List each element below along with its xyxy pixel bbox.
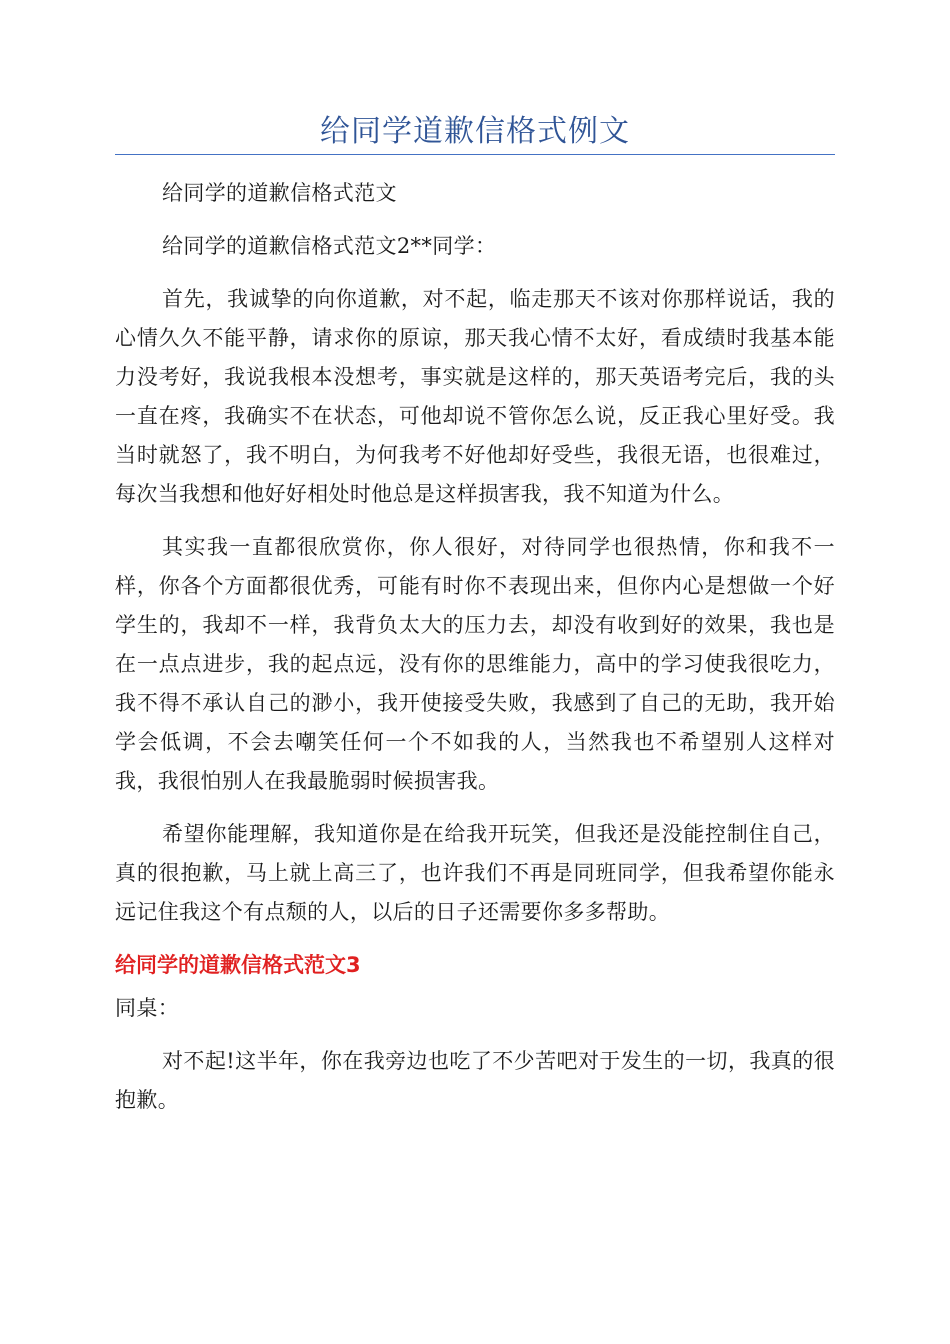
document-title: 给同学道歉信格式例文 [320,114,630,149]
paragraph-5: 希望你能理解，我知道你是在给我开玩笑，但我还是没能控制住自己，真的很抱歉，马上就上高三了，也许我们不再是同班同学，但我希望你能永远记住我这个有点颓的人，以后的日子还需要你多多帮助。 [115,822,835,924]
section-heading: 给同学的道歉信格式范文3 [115,953,361,977]
paragraph-1: 给同学的道歉信格式范文 [162,181,397,205]
salutation: 同桌： [115,996,180,1020]
closing-paragraph: 对不起!这半年，你在我旁边也吃了不少苦吧对于发生的一切，我真的很抱歉。 [115,1049,835,1112]
title-underline [115,154,835,155]
paragraph-3: 首先，我诚挚的向你道歉，对不起，临走那天不该对你那样说话，我的心情久久不能平静，请求你的原谅，那天我心情不太好，看成绩时我基本能力没考好，我说我根本没想考，事实就是这样的，那天英语考完后，我的头一直在疼，我确实不在状态，可他却说不管你怎么说，反正我心里好受。我当时就怒了，我不明白，为何我考不好他却好受些，我很无语，也很难过，每次当我想和他好好相处时他总是这样损害我，我不知道为什么。 [115,287,835,506]
paragraph-2: 给同学的道歉信格式范文2**同学： [162,234,497,258]
document-body [115,174,835,1134]
paragraph-4: 其实我一直都很欣赏你，你人很好，对待同学也很热情，你和我不一样，你各个方面都很优秀，可能有时你不表现出来，但你内心是想做一个好学生的，我却不一样，我背负太大的压力去，却没有收到好的效果，我也是在一点点进步，我的起点远，没有你的思维能力，高中的学习使我很吃力，我不得不承认自己的渺小，我开使接受失败，我感到了自己的无助，我开始学会低调，不会去嘲笑任何一个不如我的人，当然我也不希望别人这样对我，我很怕别人在我最脆弱时候损害我。 [115,535,835,793]
